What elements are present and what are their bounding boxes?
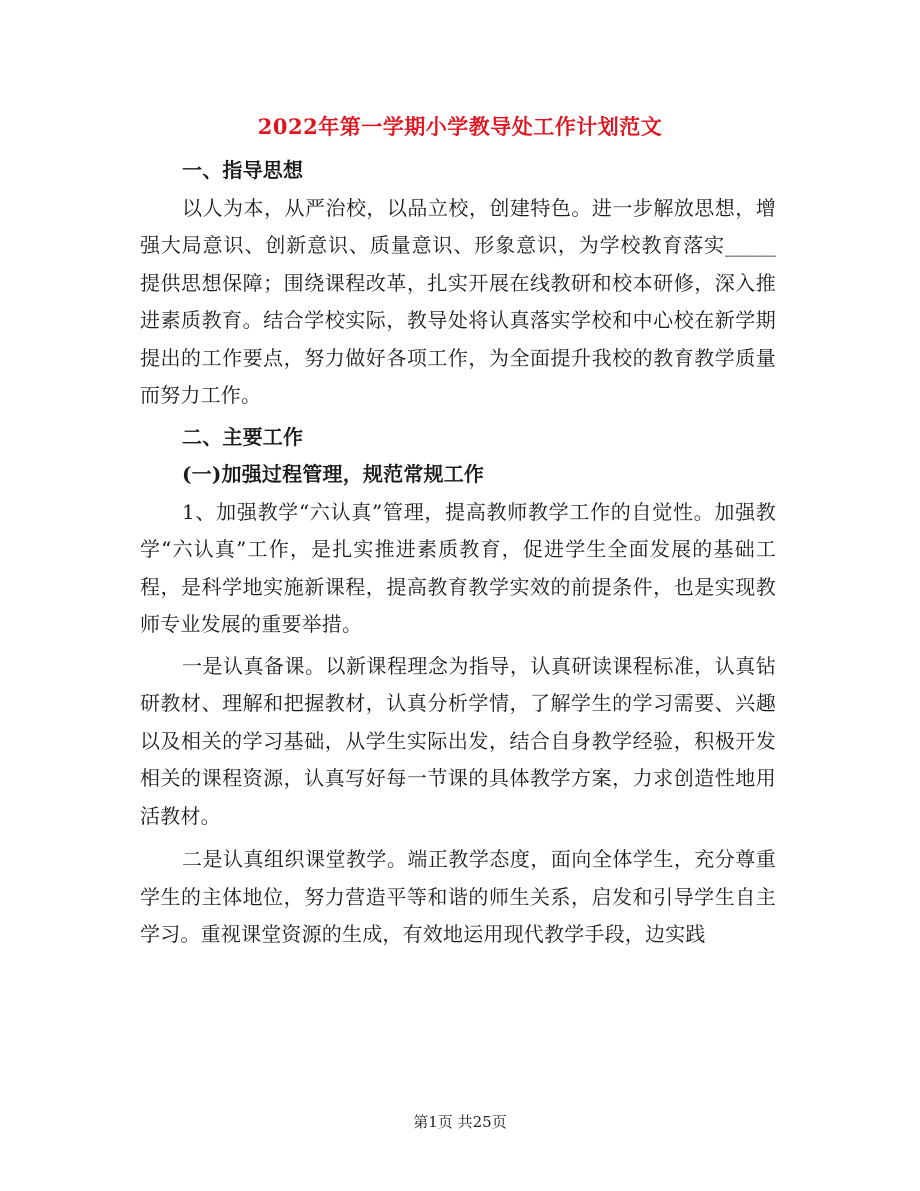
- paragraph-guiding-ideology: 以人为本，从严治校，以品立校，创建特色。进一步解放思想，增强大局意识、创新意识、质量意识、形象意识，为学校教育落实_____提供思想保障；围绕课程改革，扎实开展在线教研和校本研修，深入推进素质教育。结合学校实际，教导处将认真落实学校和中心校在新学期提出的工作要点，努力做好各项工作，为全面提升我校的教育教学质量而努力工作。: [140, 195, 776, 407]
- paragraph-classroom-teaching: 二是认真组织课堂教学。端正教学态度，面向全体学生，充分尊重学生的主体地位，努力营造平等和谐的师生关系，启发和引导学生自主学习。重视课堂资源的生成，有效地运用现代教学手段，边实践: [140, 847, 776, 946]
- paragraph-lesson-preparation: 一是认真备课。以新课程理念为指导，认真研读课程标准，认真钻研教材、理解和把握教材，认真分析学情，了解学生的学习需要、兴趣以及相关的学习基础，从学生实际出发，结合自身教学经验，积极开发相关的课程资源，认真写好每一节课的具体教学方案，力求创造性地用活教材。: [140, 653, 776, 828]
- subsection-heading-process-management: (一)加强过程管理，规范常规工作: [182, 462, 485, 486]
- page-number: 第1页 共25页: [413, 1113, 507, 1131]
- document-body: [140, 152, 776, 954]
- section-heading-guiding-ideology: 一、指导思想: [182, 158, 304, 182]
- paragraph-six-conscientious: 1、加强教学“六认真”管理，提高教师教学工作的自觉性。加强教学“六认真”工作，是扎实推进素质教育，促进学生全面发展的基础工程，是科学地实施新课程，提高教育教学实效的前提条件，也是实现教师专业发展的重要举措。: [140, 499, 776, 636]
- document-title: 2022年第一学期小学教导处工作计划范文: [257, 114, 663, 139]
- section-heading-main-work: 二、主要工作: [182, 424, 304, 449]
